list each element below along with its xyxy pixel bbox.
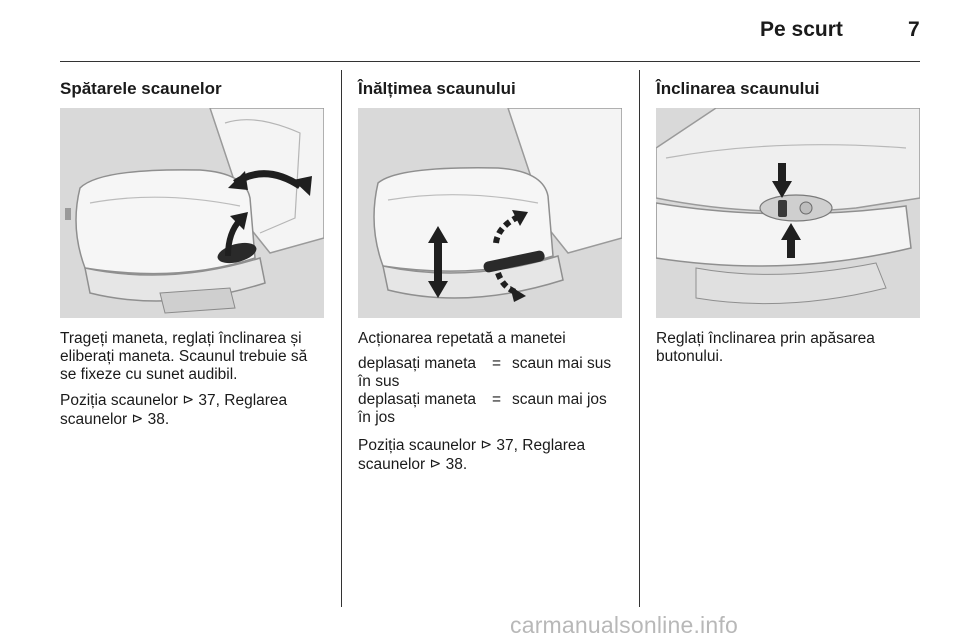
cross-reference: Poziția scaunelor ⊳ 37, Reglarea scaunelor ⊳ 38. xyxy=(358,436,586,473)
backrest-illustration xyxy=(60,108,324,318)
table-row: deplasați maneta în jos = scaun mai jos xyxy=(358,391,607,426)
column-seat-tilt xyxy=(656,78,920,365)
page-ref-icon: ⊳ xyxy=(480,436,493,452)
section-title: Pe scurt xyxy=(760,18,843,41)
header-divider xyxy=(60,61,920,62)
column-divider xyxy=(341,70,342,607)
seat-tilt-illustration xyxy=(656,108,920,318)
intro-text: Acționarea repetată a manetei xyxy=(358,330,566,347)
page-ref-icon: ⊳ xyxy=(182,391,195,407)
column-backrest xyxy=(60,78,324,428)
page-ref-link[interactable]: 38 xyxy=(445,456,463,473)
seat-height-illustration xyxy=(358,108,622,318)
page-ref-link[interactable]: 38 xyxy=(147,411,165,428)
instruction-text: Trageți maneta, reglați înclinarea și eliberați maneta. Scaunul trebuie să se fixeze cu sunet audibil. xyxy=(60,330,308,383)
column-title: Înclinarea scaunului xyxy=(656,79,820,98)
page-ref-icon: ⊳ xyxy=(131,410,144,426)
column-title: Înălțimea scaunului xyxy=(358,79,516,98)
column-seat-height xyxy=(358,78,622,473)
column-body xyxy=(656,330,920,373)
page-ref-icon: ⊳ xyxy=(429,455,442,471)
table-row: deplasați maneta în sus = scaun mai sus xyxy=(358,355,612,390)
column-body xyxy=(358,330,622,481)
column-title: Spătarele scaunelor xyxy=(60,79,222,98)
instruction-text: Reglați înclinarea prin apăsarea butonului. xyxy=(656,330,875,365)
page-ref-link[interactable]: 37 xyxy=(496,437,514,454)
page-number: 7 xyxy=(908,18,920,41)
column-divider xyxy=(639,70,640,607)
cross-reference: Poziția scaunelor ⊳ 37, Reglarea scaunelor ⊳ 38. xyxy=(60,391,288,428)
page-ref-link[interactable]: 37 xyxy=(198,392,216,409)
watermark-text: carmanualsonline.info xyxy=(510,612,738,638)
action-table xyxy=(358,355,622,427)
column-body xyxy=(60,330,324,436)
